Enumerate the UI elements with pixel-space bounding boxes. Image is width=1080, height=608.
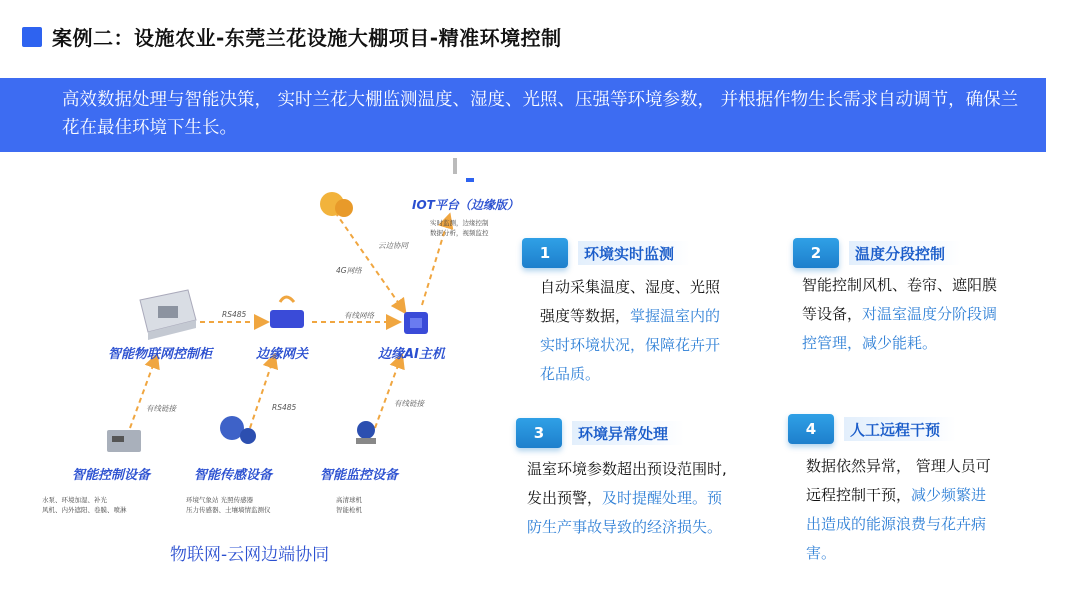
label-wired-top: 有线网络 [344, 311, 374, 320]
card-1-number: 1 [522, 238, 568, 268]
node-edge-host: 边缘AI主机 [378, 347, 445, 362]
label-4g: 4G网络 [336, 266, 362, 275]
cloud-icon [320, 192, 353, 217]
page-title-bar [22, 22, 562, 51]
label-wired-left: 有线链接 [146, 404, 176, 413]
diagram-caption: 物联网-云网边端协同 [170, 545, 330, 565]
card-4-body: 数据依然异常， 管理人员可 远程控制干预，减少频繁进 出造成的能源浪费与花卉病 害。 [806, 457, 991, 562]
card-1-body: 自动采集温度、湿度、光照 强度等数据，掌握温室内的 实时环境状况，保障花卉开 花品质。 [540, 278, 721, 383]
camera-icon [356, 421, 376, 444]
node-monitor-device: 智能监控设备 [320, 468, 399, 483]
sensor-device-icon [220, 416, 256, 444]
card-3-body: 温室环境参数超出预设范围时, 发出预警，及时提醒处理。预 防生产事故导致的经济损失。 [527, 460, 727, 536]
control-device-desc: 水泵、环境加湿、补光 风机、内外遮阳、卷膜、喷淋 [42, 496, 127, 514]
card-3-number: 3 [516, 418, 562, 448]
node-control-device: 智能控制设备 [72, 468, 151, 483]
card-1-title: 环境实时监测 [578, 241, 690, 265]
sensor-device-desc: 环境气象站 光照传感器 压力传感器、土壤墒情监测仪 [186, 496, 271, 514]
card-4-header [788, 414, 956, 444]
summary-banner: 高效数据处理与智能决策， 实时兰花大棚监测温度、湿度、光照、压强等环境参数， 并根据作物生长需求自动调节，确保兰花在最佳环境下生长。 [0, 78, 1046, 152]
iot-desc: 实时监测，边缘控制 数据分析，视频监控 [430, 219, 489, 237]
edge-ai-chip-icon [404, 312, 428, 334]
card-1-header [522, 238, 690, 268]
card-4-title: 人工远程干预 [844, 417, 956, 441]
page-title: 案例二：设施农业-东莞兰花设施大棚项目-精准环境控制 [52, 26, 562, 50]
link-wired-left [130, 360, 155, 428]
node-cabinet: 智能物联网控制柜 [108, 347, 213, 362]
link-rs485-mid [250, 360, 273, 428]
label-rs485-top: RS485 [222, 310, 247, 319]
card-3-header [516, 418, 684, 448]
label-rs485-mid: RS485 [272, 403, 297, 412]
card-3-title: 环境异常处理 [572, 421, 684, 445]
monitor-device-desc: 高清球机 智能枪机 [336, 496, 362, 514]
link-wired-right [375, 360, 400, 428]
title-marker [22, 27, 42, 47]
server-icon [453, 158, 474, 182]
card-2-body: 智能控制风机、卷帘、遮阳膜 等设备，对温室温度分阶段调 控管理，减少能耗。 [802, 276, 998, 352]
link-4g [335, 212, 402, 308]
control-device-icon [107, 430, 141, 452]
node-sensor-device: 智能传感设备 [194, 468, 273, 483]
label-cloud-edge: 云边协同 [378, 241, 408, 250]
label-wired-right: 有线链接 [394, 399, 424, 408]
card-2-number: 2 [793, 238, 839, 268]
card-4-number: 4 [788, 414, 834, 444]
iot-architecture-diagram [0, 150, 520, 608]
gateway-icon [270, 297, 304, 328]
node-gateway: 边缘网关 [256, 347, 309, 362]
card-2-header [793, 238, 961, 268]
cabinet-icon [140, 290, 196, 340]
card-2-title: 温度分段控制 [849, 241, 961, 265]
node-iot-platform: IOT平台（边缘版） [412, 198, 519, 212]
